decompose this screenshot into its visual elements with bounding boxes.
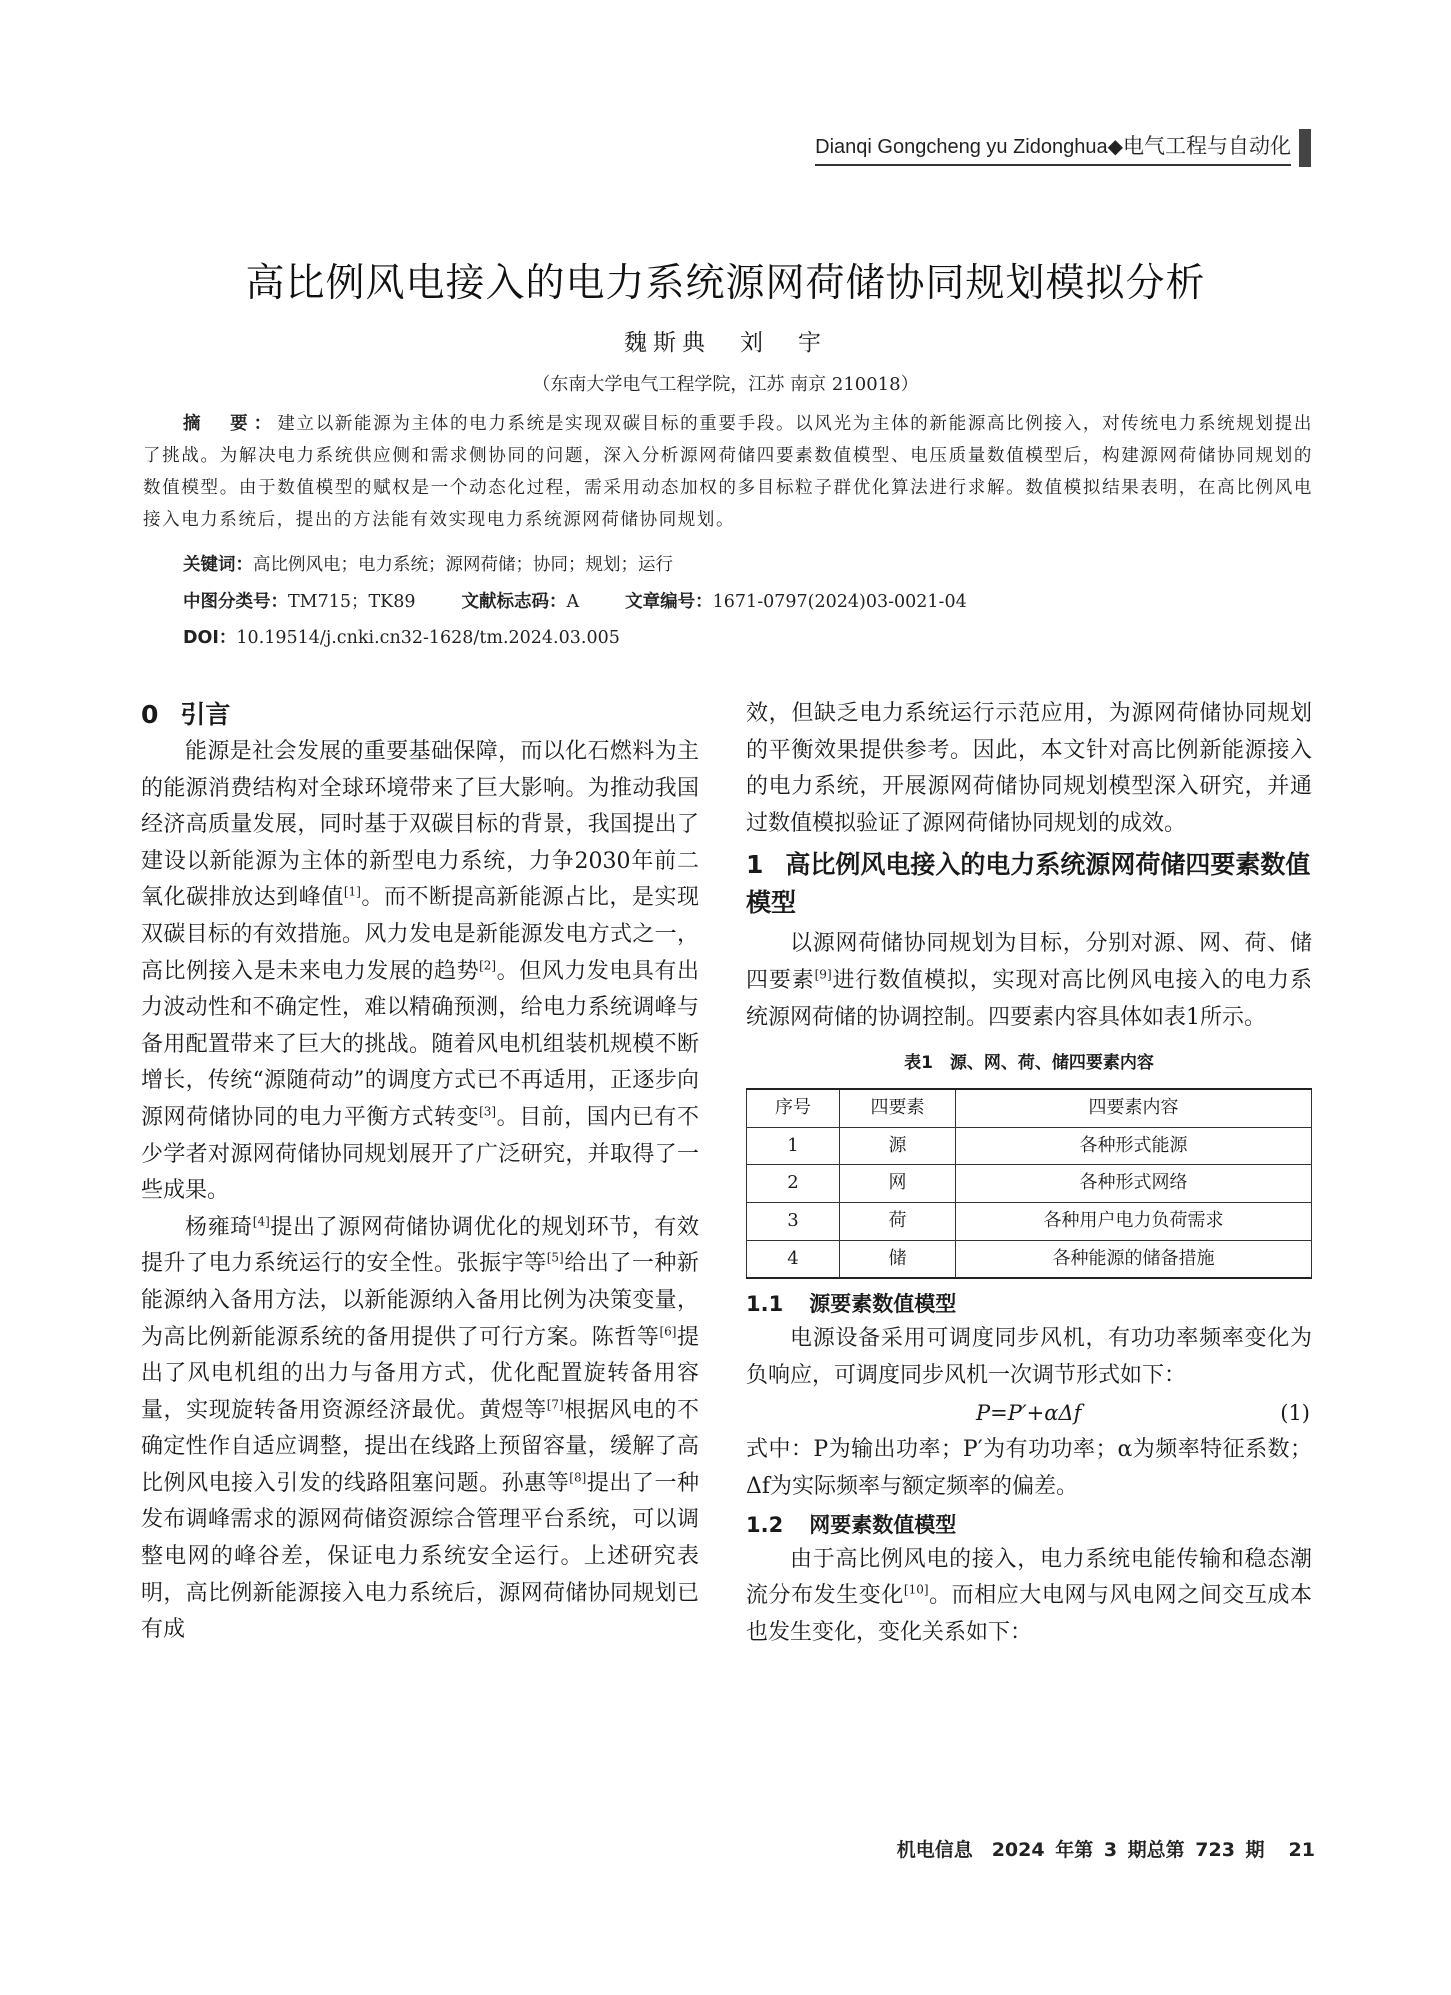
- table-cell: 荷: [840, 1202, 956, 1240]
- clc-label: 中图分类号：: [183, 592, 288, 612]
- abstract-label: 摘 要：: [183, 414, 278, 434]
- text-run: 提出了源网荷储协调优化的规划环节，有效提升了电力系统运行的安全性。张振宇等: [141, 1214, 699, 1277]
- text-run: 。而不断提高新能源占比，是实现双碳目标的有效措施。风力发电是新能源发电方式之一，高比例接入是未来电力发展的趋势: [141, 885, 699, 984]
- subsection-number: 1.1: [746, 1292, 784, 1317]
- subsection-heading-1-2: [746, 1508, 1312, 1542]
- table-row: [747, 1165, 1312, 1203]
- section-number: 0: [141, 700, 159, 729]
- table-cell: 4: [747, 1240, 840, 1278]
- table-header-cell: 序号: [747, 1089, 840, 1127]
- page-footer: [897, 1835, 1315, 1862]
- table-cell: 储: [840, 1240, 956, 1278]
- abstract: [143, 408, 1313, 536]
- diamond-icon: ◆: [1107, 136, 1123, 158]
- running-header: [815, 128, 1311, 168]
- section-heading-1: [746, 846, 1312, 922]
- table-cell: 各种能源的储备措施: [956, 1240, 1312, 1278]
- text-run: 进行数值模拟，实现对高比例风电接入的电力系统源网荷储的协调控制。四要素内容具体如表1所示。: [746, 967, 1312, 1030]
- abstract-text: 建立以新能源为主体的电力系统是实现双碳目标的重要手段。以风光为主体的新能源高比例接入，对传统电力系统规划提出了挑战。为解决电力系统供应侧和需求侧协同的问题，深入分析源网荷储四要素数值模型、电压质量数值模型后，构建源网荷储协同规划的数值模型。由于数值模型的赋权是一个动态化过程，需采用动态加权的多目标粒子群优化算法进行求解。数值模拟结果表明，在高比例风电接入电力系统后，提出的方法能有效实现电力系统源网荷储协同规划。: [143, 414, 1313, 530]
- subsection-title: 源要素数值模型: [809, 1292, 957, 1317]
- doc-code-label: 文献标志码：: [461, 592, 567, 612]
- footer-journal: 机电信息 2024 年第 3 期总第 723 期: [896, 1839, 1265, 1861]
- four-elements-table: [746, 1088, 1312, 1279]
- paper-title: 高比例风电接入的电力系统源网荷储协同规划模拟分析: [245, 261, 1206, 306]
- text-run: 。但风力发电具有出力波动性和不确定性，难以精确预测，给电力系统调峰与备用配置带来了巨大的挑战。随着风电机组装机规模不断增长，传统“源随荷动”的调度方式已不再适用，正逐步向源网荷储协同的电力平衡方式转变: [141, 958, 699, 1130]
- table-cell: 网: [840, 1165, 956, 1203]
- subsection-heading-1-1: [746, 1287, 1312, 1321]
- table-row: [747, 1127, 1312, 1165]
- table-cell: 1: [747, 1127, 840, 1165]
- section-title: 引言: [180, 700, 231, 729]
- right-column: [746, 696, 1312, 1651]
- section-heading-intro: [141, 696, 699, 734]
- paragraph: 效，但缺乏电力系统运行示范应用，为源网荷储协同规划的平衡效果提供参考。因此，本文针对高比例新能源接入的电力系统，开展源网荷储协同规划模型深入研究，并通过数值模拟验证了源网荷储协同规划的成效。: [746, 701, 1312, 836]
- journal-pinyin: Dianqi Gongcheng yu Zidonghua: [815, 136, 1108, 158]
- table-cell: 各种用户电力负荷需求: [956, 1202, 1312, 1240]
- left-column: [141, 696, 699, 1649]
- paragraph: [746, 1542, 1312, 1652]
- table-cell: 源: [840, 1127, 956, 1165]
- table-cell: 各种形式能源: [956, 1127, 1312, 1165]
- citation-ref[interactable]: [7]: [546, 1397, 564, 1412]
- equation-body: P=P′+αΔf: [976, 1401, 1082, 1426]
- text-run: 。目前，国内已有不少学者对源网荷储协同规划展开了广泛研究，并取得了一些成果。: [141, 1104, 699, 1204]
- journal-header-text: [815, 130, 1291, 166]
- doi-label: DOI：: [183, 628, 237, 648]
- citation-ref[interactable]: [8]: [569, 1470, 587, 1485]
- doi-line: [183, 624, 620, 649]
- citation-ref[interactable]: [4]: [252, 1214, 270, 1229]
- text-run: 给出了一种新能源纳入备用方法，以新能源纳入备用比例为决策变量，为高比例新能源系统的备用提供了可行方案。陈哲等: [141, 1251, 699, 1350]
- table-cell: 各种形式网络: [956, 1165, 1312, 1203]
- subsection-title: 网要素数值模型: [809, 1512, 957, 1537]
- clc-value: TM715；TK89: [288, 592, 416, 612]
- affiliation: （东南大学电气工程学院，江苏 南京 210018）: [532, 374, 919, 395]
- citation-ref[interactable]: [9]: [814, 967, 832, 982]
- table-cell: 3: [747, 1202, 840, 1240]
- doc-code-value: A: [566, 592, 580, 612]
- page-number: 21: [1288, 1839, 1315, 1861]
- classification-line: [183, 588, 967, 613]
- paragraph: [746, 926, 1312, 1036]
- paragraph: 电源设备采用可调度同步风机，有功功率频率变化为负响应，可调度同步风机一次调节形式如下：: [746, 1326, 1312, 1388]
- text-run: 根据风电的不确定性作自适应调整，提出在线路上预留容量，缓解了高比例风电接入引发的线路阻塞问题。孙惠等: [141, 1397, 699, 1496]
- paragraph: [141, 1210, 699, 1649]
- keywords: [183, 551, 673, 576]
- equation-1: [746, 1394, 1312, 1432]
- article-number-value: 1671-0797(2024)03-0021-04: [712, 592, 967, 612]
- doi-link[interactable]: 10.19514/j.cnki.cn32-1628/tm.2024.03.005: [236, 628, 620, 648]
- authors: 魏斯典 刘 宇: [624, 330, 827, 356]
- table-header-cell: 四要素: [840, 1089, 956, 1127]
- text-run: 杨雍琦: [185, 1214, 253, 1240]
- citation-ref[interactable]: [2]: [479, 958, 497, 973]
- equation-number: (1): [1280, 1401, 1310, 1426]
- keywords-text: 高比例风电；电力系统；源网荷储；协同；规划；运行: [253, 555, 673, 575]
- citation-ref[interactable]: [3]: [479, 1104, 497, 1119]
- citation-ref[interactable]: [1]: [343, 885, 361, 900]
- text-run: 提出了一种发布调峰需求的源网荷储资源综合管理平台系统，可以调整电网的峰谷差，保证电力系统安全运行。上述研究表明，高比例新能源接入电力系统后，源网荷储协同规划已有成: [141, 1470, 699, 1643]
- text-run: 以源网荷储协同规划为目标，分别对源、网、荷、储四要素: [746, 931, 1312, 993]
- table-header-cell: 四要素内容: [956, 1089, 1312, 1127]
- paragraph: 式中：P为输出功率；P′为有功功率；α为频率特征系数；Δf为实际频率与额定频率的偏差。: [746, 1437, 1312, 1499]
- table-row: [747, 1240, 1312, 1278]
- journal-name-cn: 电气工程与自动化: [1123, 134, 1291, 158]
- text-run: 提出了风电机组的出力与备用方式，优化配置旋转备用容量，实现旋转备用资源经济最优。黄煜等: [141, 1324, 699, 1423]
- section-title: 高比例风电接入的电力系统源网荷储四要素数值模型: [746, 850, 1311, 918]
- subsection-number: 1.2: [746, 1512, 784, 1537]
- header-bar: [1299, 129, 1311, 167]
- keywords-label: 关键词：: [183, 555, 253, 575]
- text-run: 能源是社会发展的重要基础保障，而以化石燃料为主的能源消费结构对全球环境带来了巨大影响。为推动我国经济高质量发展，同时基于双碳目标的背景，我国提出了建设以新能源为主体的新型电力系统，力争2030年前二氧化碳排放达到峰值: [141, 739, 699, 911]
- text-run: 。而相应大电网与风电网之间交互成本也发生变化，变化关系如下：: [746, 1583, 1312, 1645]
- table-row: [747, 1202, 1312, 1240]
- citation-ref[interactable]: [5]: [546, 1250, 564, 1265]
- table-cell: 2: [747, 1165, 840, 1203]
- paragraph: [141, 734, 699, 1210]
- text-run: 由于高比例风电的接入，电力系统电能传输和稳态潮流分布发生变化: [746, 1546, 1312, 1609]
- section-number: 1: [746, 850, 764, 880]
- article-number-label: 文章编号：: [625, 592, 713, 612]
- citation-ref[interactable]: [6]: [659, 1324, 677, 1339]
- table-header-row: [747, 1089, 1312, 1127]
- table-caption: 表1 源、网、荷、储四要素内容: [904, 1053, 1154, 1074]
- citation-ref[interactable]: [10]: [903, 1582, 929, 1597]
